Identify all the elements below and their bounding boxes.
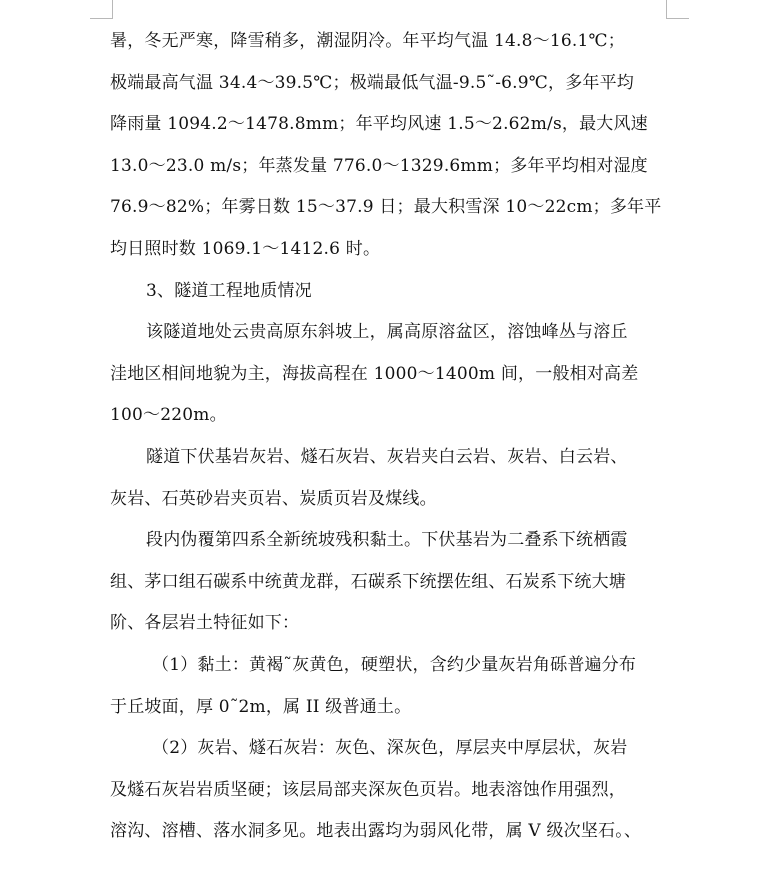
list-item-1: （1）黏土：黄褐˜灰黄色，硬塑状，含约少量灰岩角砾普遍分布 <box>152 654 637 675</box>
text-line: 该隧道地处云贵高原东斜坡上，属高原溶盆区，溶蚀峰丛与溶丘 <box>146 322 628 343</box>
text-line: 溶沟、溶槽、落水洞多见。地表出露均为弱风化带，属 V 级次坚石。、 <box>110 821 642 842</box>
text-line: 100～220m。 <box>110 405 227 426</box>
page-corner-mark-left <box>90 0 113 19</box>
text-line: 及燧石灰岩岩质坚硬；该层局部夹深灰色页岩。地表溶蚀作用强烈， <box>110 779 626 800</box>
text-line: 于丘坡面，厚 0˜2m，属 II 级普通土。 <box>110 696 412 717</box>
text-line: 隧道下伏基岩灰岩、燧石灰岩、灰岩夹白云岩、灰岩、白云岩、 <box>146 446 628 467</box>
text-line: 洼地区相间地貌为主，海拔高程在 1000～1400m 间，一般相对高差 <box>110 363 639 384</box>
text-line: 灰岩、石英砂岩夹页岩、炭质页岩及煤线。 <box>110 488 437 509</box>
text-line: 极端最高气温 34.4～39.5℃；极端最低气温-9.5˜-6.9℃，多年平均 <box>110 72 634 93</box>
text-line: 组、茅口组石碳系中统黄龙群，石碳系下统摆佐组、石炭系下统大塘 <box>110 571 626 592</box>
list-item-2: （2）灰岩、燧石灰岩：灰色、深灰色，厚层夹中厚层状，灰岩 <box>152 738 628 759</box>
text-line: 降雨量 1094.2～1478.8mm；年平均风速 1.5～2.62m/s，最大风速 <box>110 114 648 135</box>
text-line: 均日照时数 1069.1～1412.6 时。 <box>110 238 381 259</box>
page-corner-mark-right <box>666 0 689 19</box>
text-line: 阶、各层岩土特征如下： <box>110 613 300 634</box>
text-line: 13.0～23.0 m/s；年蒸发量 776.0～1329.6mm；多年平均相对湿度 <box>110 155 648 176</box>
text-line: 暑，冬无严寒，降雪稍多，潮湿阴冷。年平均气温 14.8～16.1℃； <box>110 31 625 51</box>
section-heading: 3、隧道工程地质情况 <box>146 280 312 301</box>
document-page <box>110 21 670 853</box>
text-line: 段内伪覆第四系全新统坡残积黏土。下伏基岩为二叠系下统栖霞 <box>146 530 628 551</box>
text-line: 76.9～82%；年雾日数 15～37.9 日；最大积雪深 10～22cm；多年平 <box>110 197 662 218</box>
